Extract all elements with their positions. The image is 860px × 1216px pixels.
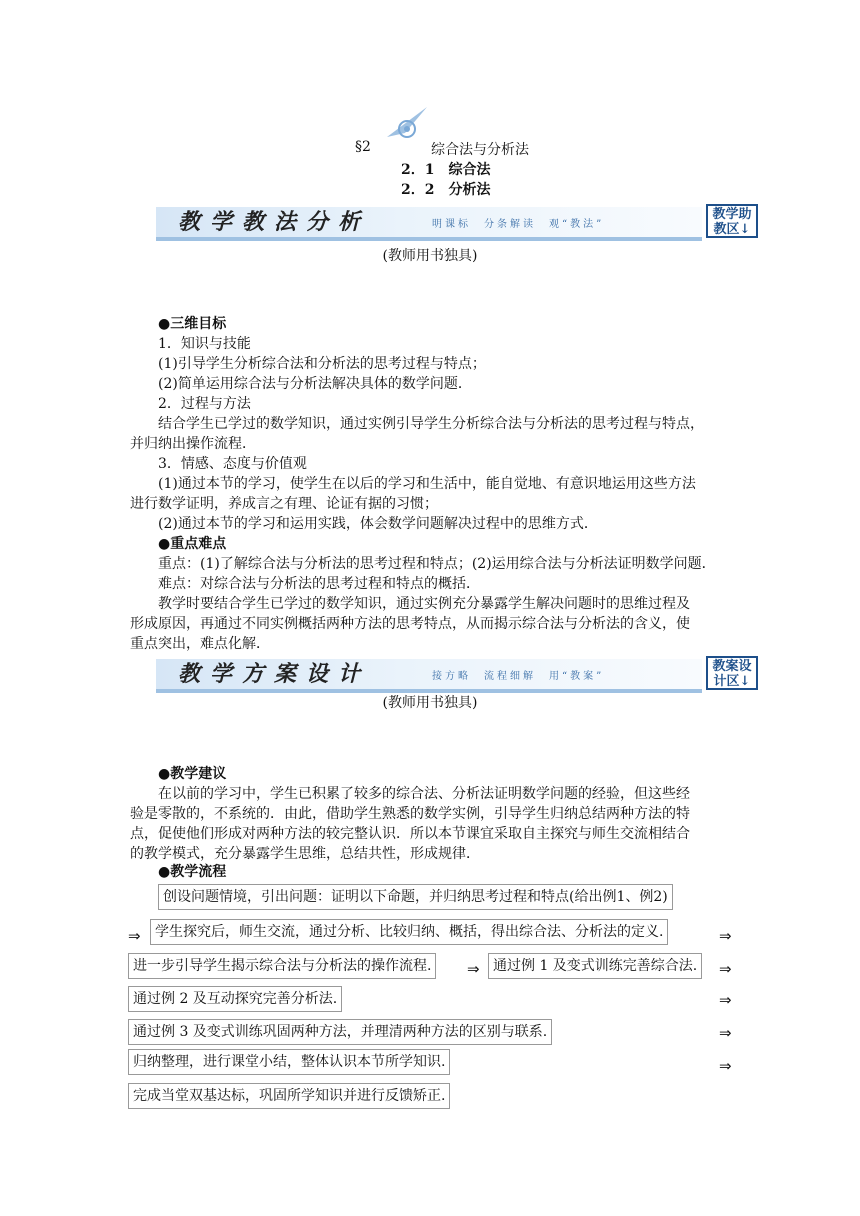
flow-step-2: 学生探究后，师生交流，通过分析、比较归纳、概括，得出综合法、分析法的定义. [150, 919, 668, 945]
flow-step-7: 归纳整理，进行课堂小结，整体认识本节所学知识. [128, 1049, 450, 1075]
goals-line: 进行数学证明，养成言之有理、论证有据的习惯； [130, 496, 438, 512]
banner-teaching-analysis [156, 201, 760, 241]
flow-arrow-icon: ⇒ [128, 927, 141, 945]
goals-line: (1)通过本节的学习，使学生在以后的学习和生活中，能自觉地、有意识地运用这些方法 [158, 476, 696, 492]
key-line: 重点：(1)了解综合法与分析法的思考过程和特点；(2)运用综合法与分析法证明数学问题． [158, 556, 716, 572]
banner-title: 教学方案设计 [178, 661, 371, 687]
subsection-2: 2．2 分析法 [401, 182, 491, 198]
key-line: 教学时要结合学生已学过的数学知识，通过实例充分暴露学生解决问题时的思维过程及 [158, 596, 690, 612]
flow-step-4: 通过例 1 及变式训练完善综合法. [488, 953, 702, 979]
flow-step-5: 通过例 2 及互动探究完善分析法. [128, 986, 342, 1012]
flow-arrow-icon: ⇒ [719, 927, 732, 945]
decorative-logo-icon [383, 103, 431, 143]
advice-line: 在以前的学习中，学生已积累了较多的综合法、分析法证明数学问题的经验，但这些经 [158, 786, 690, 802]
flow-heading: ●教学流程 [158, 864, 227, 880]
goals-line: 并归纳出操作流程． [130, 436, 256, 452]
advice-heading: ●教学建议 [158, 766, 227, 782]
flow-step-3: 进一步引导学生揭示综合法与分析法的操作流程. [128, 953, 436, 979]
key-line: 形成原因，再通过不同实例概括两种方法的思考特点，从而揭示综合法与分析法的含义，使 [130, 616, 690, 632]
flow-arrow-icon: ⇒ [719, 960, 732, 978]
goals-line: 3．情感、态度与价值观 [158, 456, 307, 472]
goals-line: 2．过程与方法 [158, 396, 251, 412]
advice-line: 的教学模式，充分暴露学生思维，总结共性，形成规律． [130, 846, 480, 862]
advice-line: 点，促使他们形成对两种方法的较完整认识．所以本节课宜采取自主探究与师生交流相结合 [130, 826, 690, 842]
teacher-only-note: (教师用书独具) [382, 695, 478, 711]
flow-arrow-icon: ⇒ [467, 960, 480, 978]
key-line: 难点：对综合法与分析法的思考过程和特点的概括． [158, 576, 480, 592]
key-heading: ●重点难点 [158, 536, 227, 552]
flow-arrow-icon: ⇒ [719, 991, 732, 1009]
teacher-only-note: (教师用书独具) [382, 248, 478, 264]
banner-subtitle: 明课标 分条解读 观“教法” [432, 219, 605, 230]
goals-heading: ●三维目标 [158, 316, 227, 332]
goals-line: 结合学生已学过的数学知识，通过实例引导学生分析综合法与分析法的思考过程与特点， [158, 416, 704, 432]
banner-lesson-design [156, 653, 760, 693]
section-title: 综合法与分析法 [431, 142, 529, 158]
goals-line: (1)引导学生分析综合法和分析法的思考过程与特点； [158, 356, 486, 372]
flow-step-6: 通过例 3 及变式训练巩固两种方法，并理清两种方法的区别与联系. [128, 1019, 552, 1045]
flow-arrow-icon: ⇒ [719, 1057, 732, 1075]
flow-step-8: 完成当堂双基达标，巩固所学知识并进行反馈矫正. [128, 1083, 450, 1109]
subsection-1: 2．1 综合法 [401, 162, 491, 178]
goals-line: (2)通过本节的学习和运用实践，体会数学问题解决过程中的思维方式． [158, 516, 598, 532]
goals-line: 1．知识与技能 [158, 336, 251, 352]
banner-tag: 教案设 计区↓ [706, 656, 758, 690]
banner-tag: 教学助 教区↓ [706, 204, 758, 238]
section-number: §2 [355, 139, 371, 155]
key-line: 重点突出，难点化解． [130, 636, 270, 652]
banner-title: 教学教法分析 [178, 209, 371, 235]
flow-arrow-icon: ⇒ [719, 1024, 732, 1042]
advice-line: 验是零散的，不系统的．由此，借助学生熟悉的数学实例，引导学生归纳总结两种方法的特 [130, 806, 690, 822]
banner-subtitle: 接方略 流程细解 用“教案” [432, 671, 605, 682]
flow-step-1: 创设问题情境，引出问题：证明以下命题，并归纳思考过程和特点(给出例1、例2) [158, 884, 673, 910]
goals-line: (2)简单运用综合法与分析法解决具体的数学问题． [158, 376, 472, 392]
